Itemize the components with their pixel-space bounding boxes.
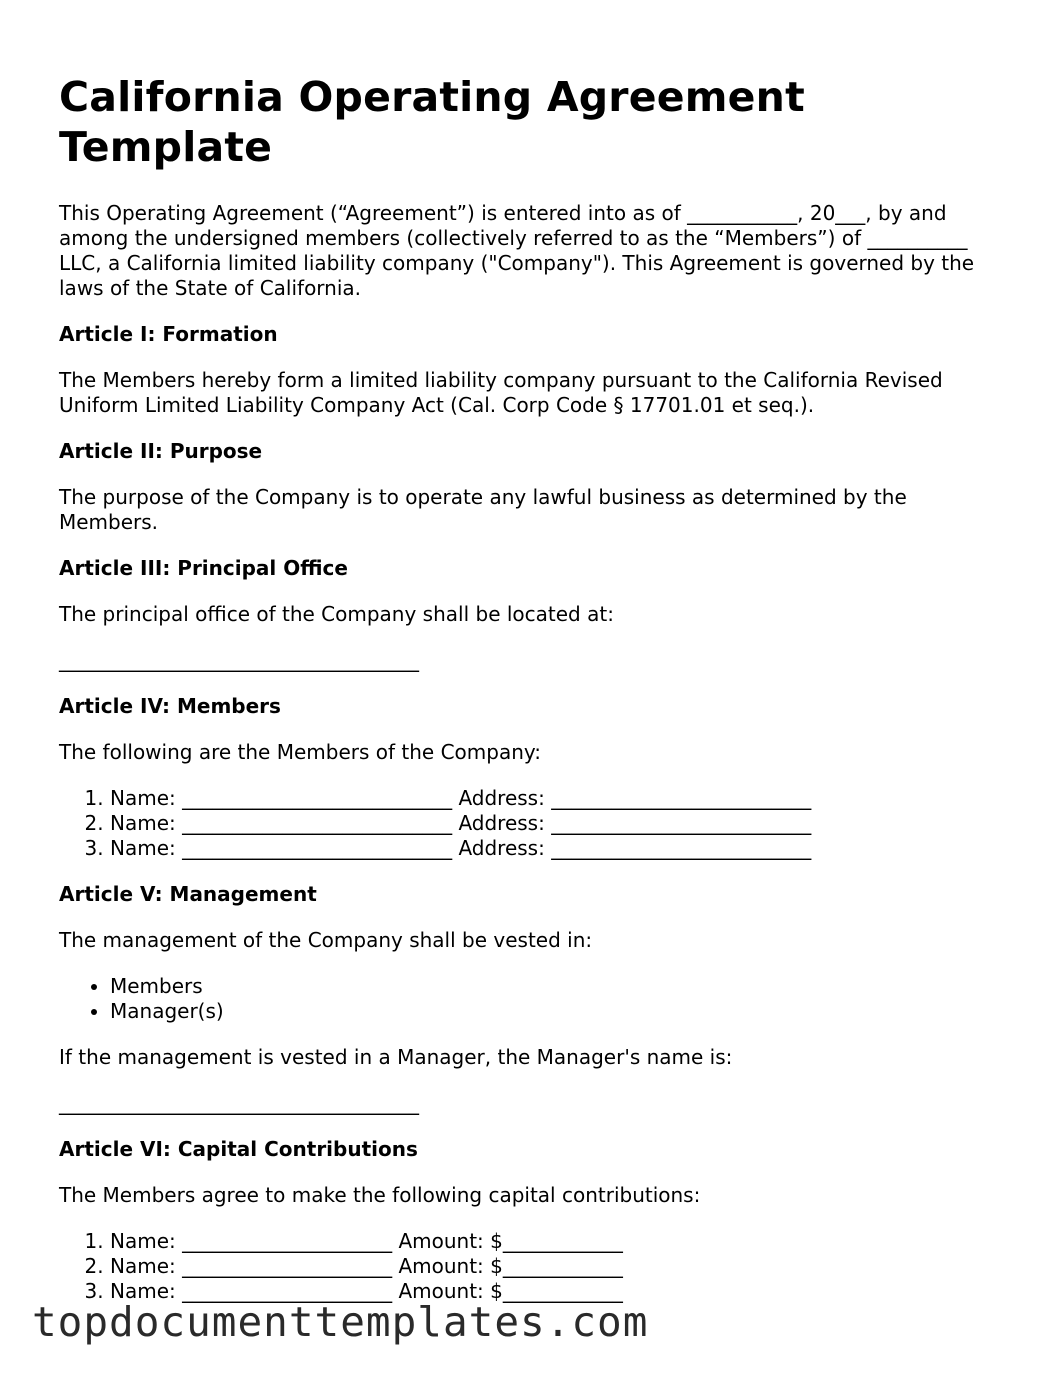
principal-office-blank: ____________________________________ <box>59 648 419 672</box>
members-list <box>59 786 999 861</box>
intro-paragraph: This Operating Agreement (“Agreement”) is entered into as of ___________, 20___, by and among the undersigned members (collectively referred to as the “Members”) of __________ LLC, a California limited liability company ("Company"). This Agreement is governed by the laws of the State of California. <box>59 201 981 300</box>
list-item: 3. Name: _____________________ Amount: $____________ <box>110 1279 999 1304</box>
document-page <box>59 72 999 1325</box>
article-5-text: The management of the Company shall be vested in: <box>59 928 593 952</box>
article-5-heading: Article V: Management <box>59 882 317 906</box>
article-1-text: The Members hereby form a limited liability company pursuant to the California Revised Uniform Limited Liability Company Act (Cal. Corp Code § 17701.01 et seq.). <box>59 368 950 417</box>
list-item: 3. Name: ___________________________ Address: __________________________ <box>110 836 999 861</box>
article-6-heading: Article VI: Capital Contributions <box>59 1137 418 1161</box>
site-watermark: topdocumenttemplates.com <box>32 1298 649 1346</box>
article-3-text: The principal office of the Company shall be located at: <box>59 602 614 626</box>
article-2-heading: Article II: Purpose <box>59 439 263 463</box>
article-6-text: The Members agree to make the following capital contributions: <box>59 1183 701 1207</box>
list-item: 1. Name: ___________________________ Address: __________________________ <box>110 786 999 811</box>
article-3-heading: Article III: Principal Office <box>59 556 348 580</box>
list-item: 2. Name: _____________________ Amount: $____________ <box>110 1254 999 1279</box>
article-4-heading: Article IV: Members <box>59 694 281 718</box>
list-item: • Members <box>110 974 999 999</box>
article-2-text: The purpose of the Company is to operate any lawful business as determined by the Members. <box>59 485 914 534</box>
list-item: 1. Name: _____________________ Amount: $____________ <box>110 1229 999 1254</box>
capital-contributions-list <box>59 1229 999 1304</box>
article-1-heading: Article I: Formation <box>59 322 278 346</box>
manager-name-blank: ____________________________________ <box>59 1091 419 1115</box>
manager-name-text: If the management is vested in a Manager, the Manager's name is: <box>59 1045 733 1069</box>
page-title: California Operating Agreement Template <box>59 73 805 171</box>
article-4-text: The following are the Members of the Company: <box>59 740 541 764</box>
list-item: • Manager(s) <box>110 999 999 1024</box>
management-options-list <box>59 974 999 1024</box>
list-item: 2. Name: ___________________________ Address: __________________________ <box>110 811 999 836</box>
